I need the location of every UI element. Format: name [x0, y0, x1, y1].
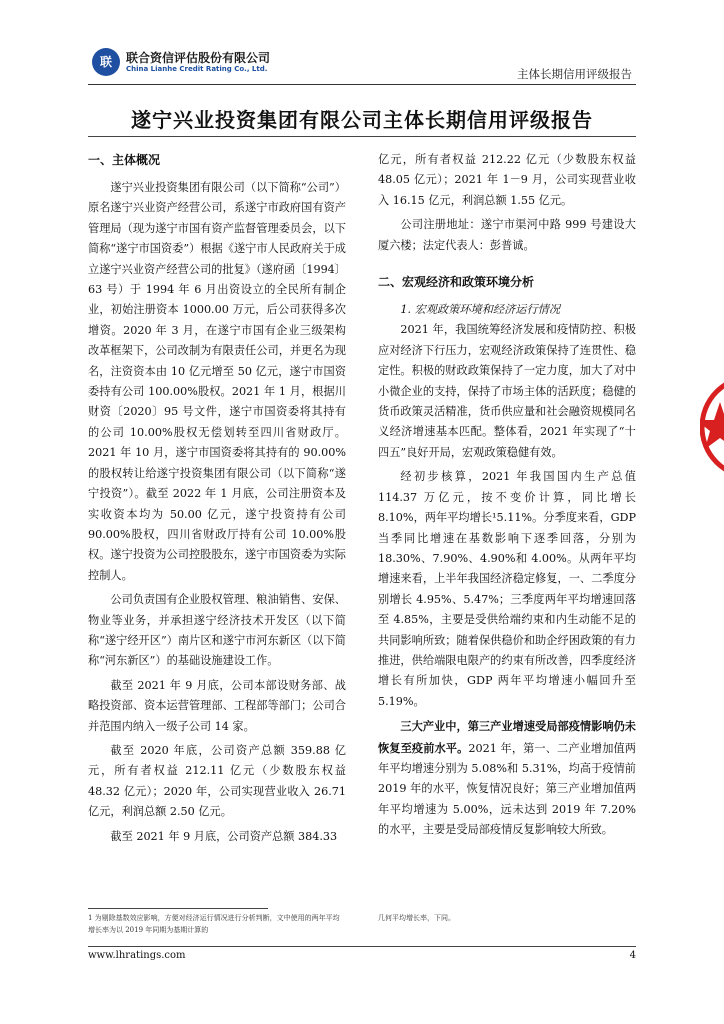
- paragraph-2021-financials-start: 截至 2021 年 9 月底，公司资产总额 384.33: [110, 829, 338, 843]
- footer-rule: [88, 946, 636, 947]
- industries-lead-bold: 三大产业中，第三产业增速受局部疫情影响仍未恢复至疫前水平。: [378, 719, 636, 755]
- footnote-rule: [88, 908, 268, 909]
- logo-company-name-cn: 联合资信评估股份有限公司: [126, 51, 271, 65]
- section-heading-1: 一、主体概况: [88, 153, 161, 167]
- page-title: 遂宁兴业投资集团有限公司主体长期信用评级报告: [131, 108, 593, 132]
- logo-company-name-en: China Lianhe Credit Rating Co., Ltd.: [126, 65, 268, 73]
- paragraph-organization: 截至 2021 年 9 月底，公司本部设财务部、战略投资部、资本运营管理部、工程部等部门；公司合并范围内纳入一级子公司 14 家。: [88, 678, 346, 733]
- paragraph-gdp: 经初步核算，2021 年我国国内生产总值 114.37 万亿元，按不变价计算，同比增长 8.10%，两年平均增长¹5.11%。分季度来看，GDP 当季同比增速在基数影响下逐季回落，分别为 18.30%、7.90%、4.90%和 4.00%。从两年平均增速来看，上半年我国经济稳定修复，一、二季度分别增长 4.95%、5.47%；三季度两年平均增速回落至 4.85%，主要是受供给端约束和内生动能不足的共同影响所致；随着保供稳价和助企纾困政策的有力推进，供给端限电限产的约束有所改善，四季度经济增长有所加快，GDP 两年平均增速小幅回升至 5.19%。: [378, 470, 636, 708]
- paragraph-industries: [378, 716, 636, 840]
- title-rule: [88, 136, 636, 137]
- footer-website: www.lhratings.com: [88, 950, 186, 961]
- right-column: [378, 150, 636, 845]
- red-seal-stamp-icon: [700, 362, 724, 492]
- paragraph-registered-address: 公司注册地址：遂宁市渠河中路 999 号建设大厦六楼；法定代表人：彭普诚。: [378, 218, 636, 252]
- paragraph-company-history: 遂宁兴业投资集团有限公司（以下简称“公司”）原名遂宁兴业资产经营公司，系遂宁市政府国有资产管理局（现为遂宁市国有资产监督管理委员会，以下简称“遂宁市国资委”）根据《遂宁市人民政府关于成立遂宁兴业资产经营公司的批复》（遂府函〔1994〕63 号）于 1994 年 6 月出资设立的全民所有制企业，初始注册资本 1000.00 万元，后公司获得多次增资。2020 年 3 月，在遂宁市国有企业三级架构改革框架下，公司改制为有限责任公司，并更名为现名，注资资本由 10 亿元增至 50 亿元，遂宁市国资委持有公司 100.00%股权。2021 年 1 月，根据川财资〔2020〕95 号文件，遂宁市国资委将其持有的公司 10.00%股权无偿划转至四川省财政厅。2021 年 10 月，遂宁市国资委将其持有的 90.00%的股权转让给遂宁投资集团有限公司（以下简称“遂宁投资”）。截至 2022 年 1 月底，公司注册资本及实收资本均为 50.00 亿元，遂宁投资持有公司 90.00%股权，四川省财政厅持有公司 10.00%股权。遂宁投资为公司控股股东，遂宁市国资委为实际控制人。: [88, 181, 346, 582]
- paragraph-business-scope: 公司负责国有企业股权管理、粮油销售、安保、物业等业务，并承担遂宁经济技术开发区（以下简称“遂宁经开区”）南片区和遂宁市河东新区（以下简称“河东新区”）的基础设施建设工作。: [88, 593, 346, 668]
- paragraph-macro-policy: 2021 年，我国统筹经济发展和疫情防控、积极应对经济下行压力，宏观经济政策保持了连贯性、稳定性。积极的财政政策保持了一定力度，加大了对中小微企业的支持，保持了市场主体的活跃度；稳健的货币政策灵活精准，货币供应量和社会融资规模同名义经济增速基本匹配。整体看，2021 年实现了“十四五”良好开局，宏观政策稳健有效。: [378, 323, 636, 459]
- footnote-right: 几何平均增长率，下同。: [378, 914, 455, 922]
- company-logo: [92, 46, 292, 78]
- industries-text: 2021 年，第一、二产业增加值两年平均增速分别为 5.08%和 5.31%，均高于疫情前 2019 年的水平，恢复情况良好；第三产业增加值两年平均增速为 5.00%，远未达到 2019 年 7.20%的水平，主要是受局部疫情反复影响较大所致。: [378, 741, 636, 837]
- paragraph-2021-financials-cont: 亿元，所有者权益 212.22 亿元（少数股东权益 48.05 亿元）；2021 年 1－9 月，公司实现营业收入 16.15 亿元，利润总额 1.55 亿元。: [378, 153, 636, 207]
- footnote-left: 1 为剔除基数效应影响，方便对经济运行情况进行分析判断，文中使用的两年平均增长率为以 2019 年同期为基期计算的: [88, 914, 340, 934]
- left-column: [88, 150, 346, 851]
- header-rule: [88, 84, 636, 85]
- section-heading-2: 二、宏观经济和政策环境分析: [378, 275, 535, 290]
- page-number: 4: [629, 950, 636, 961]
- subsection-heading: 1. 宏观政策环境和经济运行情况: [400, 303, 561, 317]
- logo-mark-icon: 联: [92, 48, 120, 76]
- paragraph-2020-financials: 截至 2020 年底，公司资产总额 359.88 亿元，所有者权益 212.11 亿元（少数股东权益 48.32 亿元）；2020 年，公司实现营业收入 26.71 亿元，利润总额 2.50 亿元。: [88, 743, 346, 819]
- report-type-header: 主体长期信用评级报告: [517, 67, 632, 81]
